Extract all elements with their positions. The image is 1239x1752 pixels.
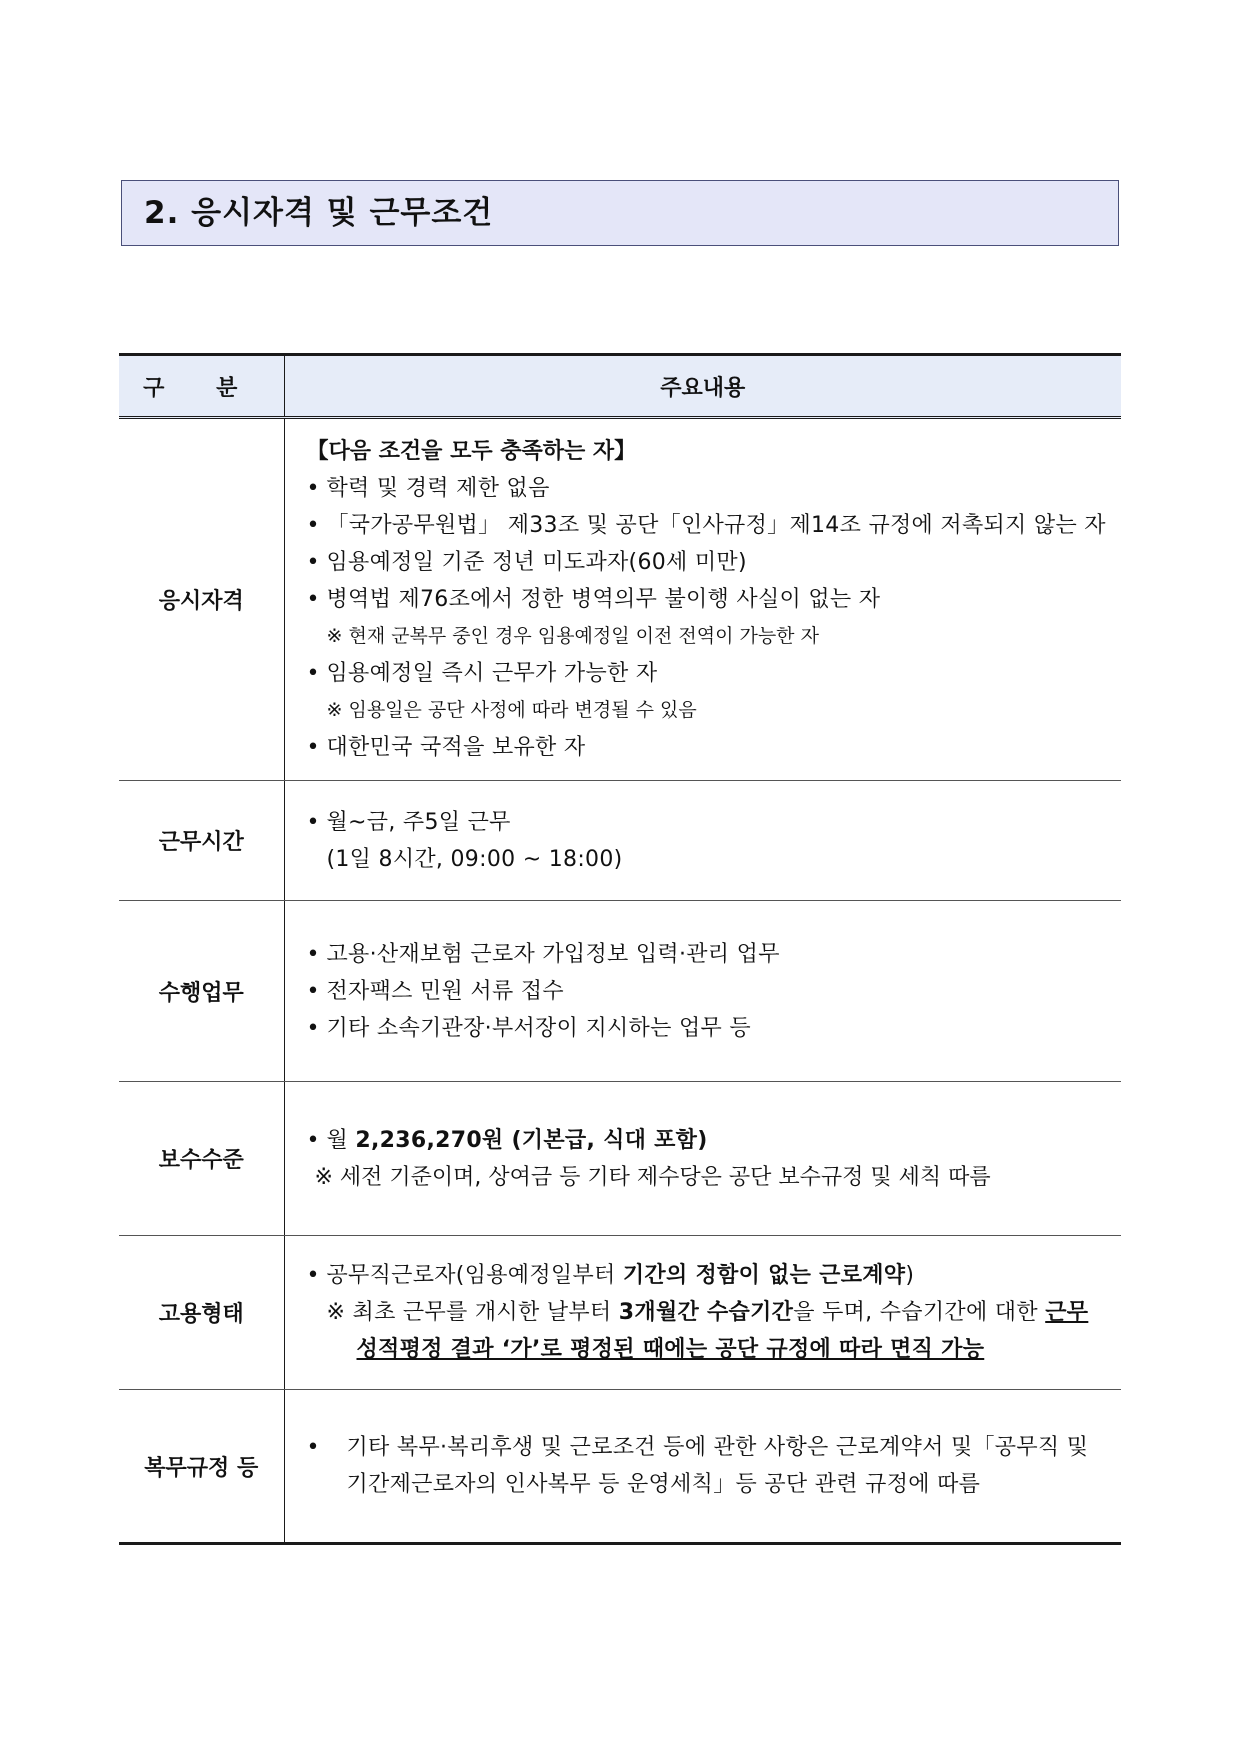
qualification-heading: 【다음 조건을 모두 충족하는 자】 [306, 439, 637, 464]
row-label-employment: 고용형태 [119, 1236, 284, 1390]
qualification-item: • 임용예정일 기준 정년 미도과자(60세 미만) [307, 544, 1108, 581]
row-rules [119, 1390, 1121, 1544]
qualification-item: • 임용예정일 즉시 근무가 가능한 자 [307, 655, 1108, 692]
employment-note-middle: 을 두며, 수습기간에 대한 [793, 1300, 1046, 1325]
duty-item: • 고용·산재보험 근로자 가입정보 입력·관리 업무 [307, 936, 1108, 973]
row-content-pay [284, 1082, 1121, 1236]
row-label-hours: 근무시간 [119, 781, 284, 901]
row-hours [119, 781, 1121, 901]
pay-line [307, 1122, 1108, 1159]
qualification-note: ※ 현재 군복무 중인 경우 임용예정일 이전 전역이 가능한 자 [326, 625, 819, 647]
duty-item: • 기타 소속기관장·부서장이 지시하는 업무 등 [307, 1010, 1108, 1047]
hours-detail: (1일 8시간, 09:00 ~ 18:00) [326, 846, 623, 872]
table-header-row [119, 355, 1121, 418]
row-employment [119, 1236, 1121, 1390]
employment-line [307, 1257, 1108, 1294]
employment-suffix: ) [905, 1263, 915, 1288]
employment-prefix: 공무직근로자(임용예정일부터 [326, 1263, 623, 1288]
requirements-table [119, 353, 1121, 1545]
qualification-item: • 대한민국 국적을 보유한 자 [307, 729, 1108, 766]
employment-note-underlined: 근무 성적평정 결과 ‘가’로 평정된 때에는 공단 규정에 따라 면직 가능 [356, 1300, 1089, 1362]
row-pay [119, 1082, 1121, 1236]
row-content-employment [284, 1236, 1121, 1390]
employment-note [307, 1294, 1108, 1368]
header-content: 주요내용 [284, 355, 1121, 418]
pay-amount: 2,236,270원 (기본급, 식대 포함) [355, 1127, 708, 1153]
row-duties [119, 901, 1121, 1082]
duty-item: • 전자팩스 민원 서류 접수 [307, 973, 1108, 1010]
pay-prefix: 월 [326, 1127, 356, 1153]
row-content-hours [284, 781, 1121, 901]
qualification-item: • 병역법 제76조에서 정한 병역의무 불이행 사실이 없는 자 [307, 581, 1108, 618]
row-content-duties [284, 901, 1121, 1082]
section-title: 2. 응시자격 및 근무조건 [121, 180, 1119, 246]
pay-note: ※ 세전 기준이며, 상여금 등 기타 제수당은 공단 보수규정 및 세칙 따름 [314, 1164, 991, 1190]
qualification-item: • 학력 및 경력 제한 없음 [307, 470, 1108, 507]
row-content-rules [284, 1390, 1121, 1544]
row-label-pay: 보수수준 [119, 1082, 284, 1236]
employment-note-prefix: ※ 최초 근무를 개시한 날부터 [326, 1300, 619, 1325]
row-content-qualification [284, 418, 1121, 781]
row-label-duties: 수행업무 [119, 901, 284, 1082]
row-qualification [119, 418, 1121, 781]
header-category: 구 분 [119, 355, 284, 418]
qualification-item: • 「국가공무원법」 제33조 및 공단「인사규정」제14조 규정에 저촉되지 않는 자 [307, 507, 1108, 544]
rules-text: • 기타 복무·복리후생 및 근로조건 등에 관한 사항은 근로계약서 및「공무직 및 기간제근로자의 인사복무 등 운영세칙」등 공단 관련 규정에 따름 [307, 1429, 1108, 1503]
hours-line: • 월~금, 주5일 근무 [307, 804, 1108, 841]
employment-note-bold: 3개월간 수습기간 [618, 1300, 794, 1325]
employment-bold: 기간의 정함이 없는 근로계약 [622, 1263, 906, 1288]
qualification-note: ※ 임용일은 공단 사정에 따라 변경될 수 있음 [326, 699, 697, 721]
row-label-rules: 복무규정 등 [119, 1390, 284, 1544]
row-label-qualification: 응시자격 [119, 418, 284, 781]
